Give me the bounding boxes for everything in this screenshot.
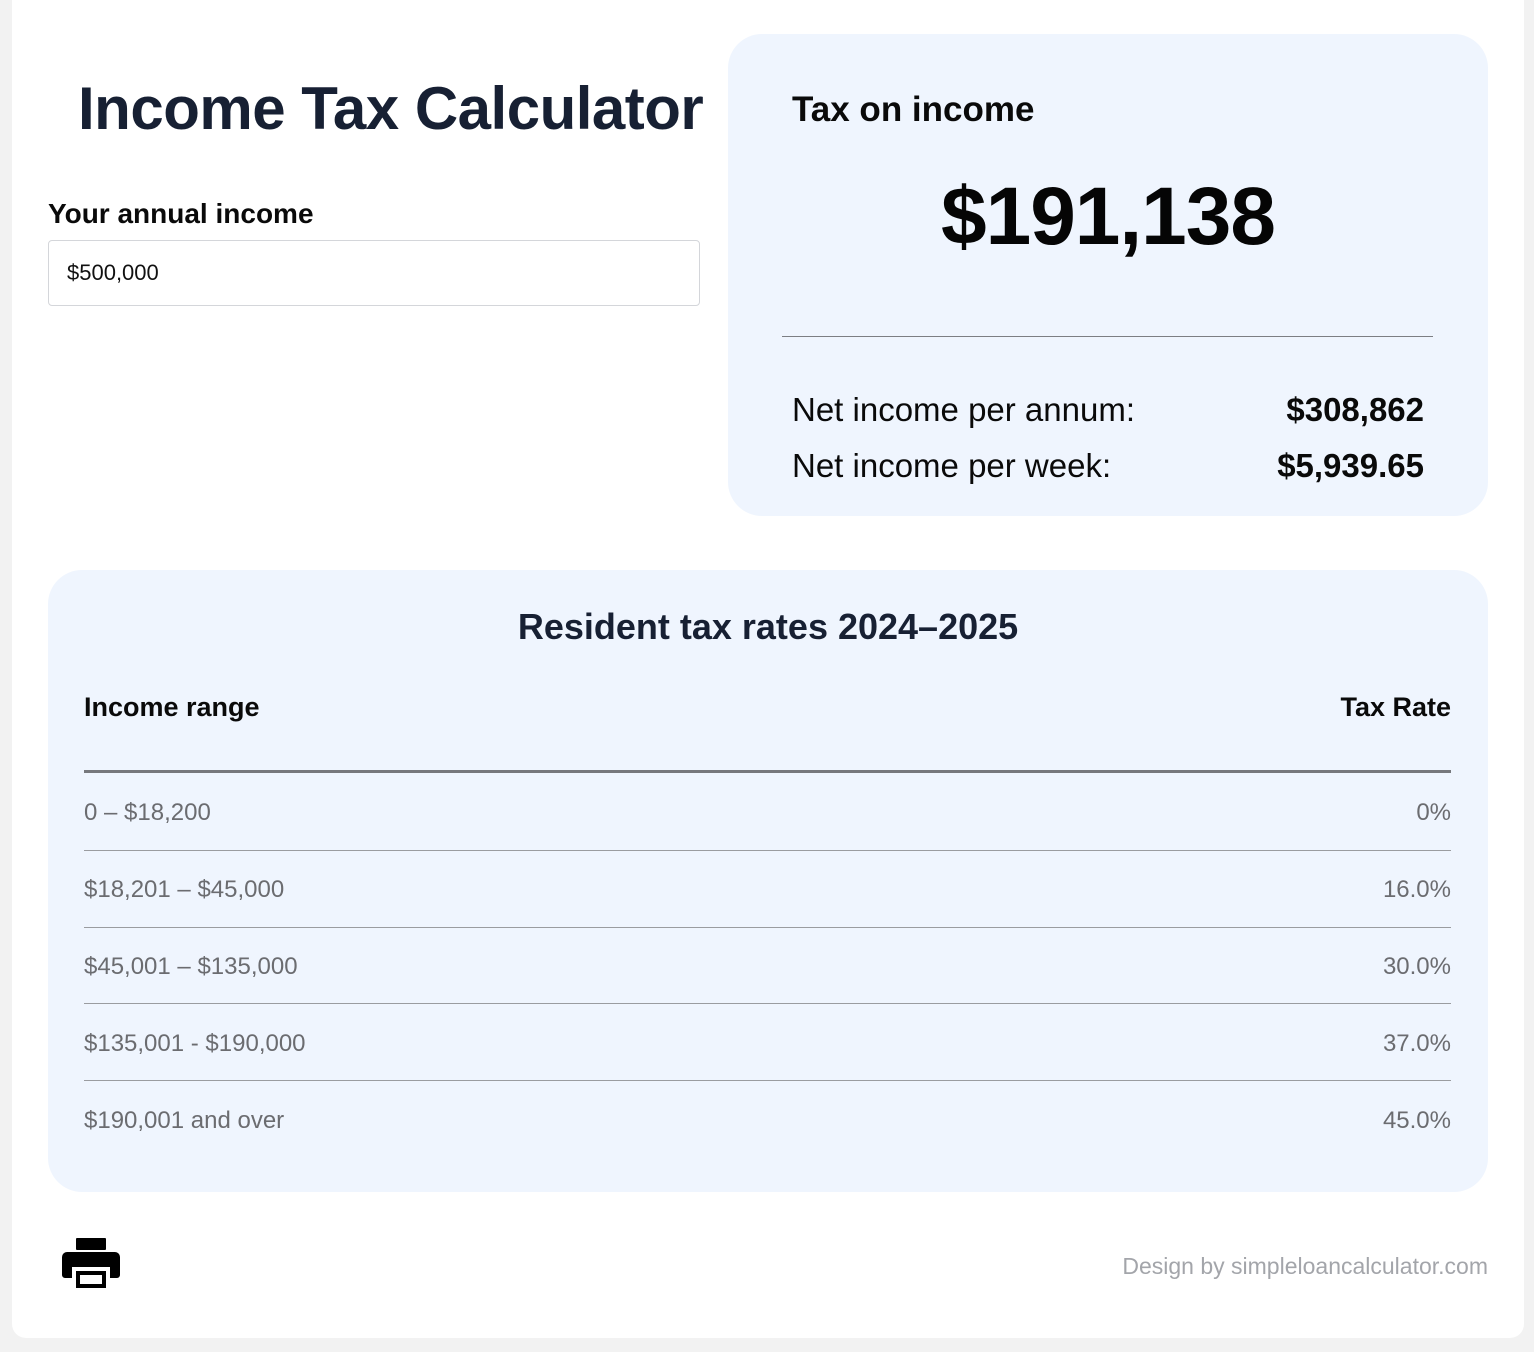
net-income-week-label: Net income per week: (792, 447, 1112, 484)
tax-rates-title: Resident tax rates 2024–2025 (517, 606, 1019, 647)
header-divider (84, 770, 1451, 773)
tax-rates-header (84, 692, 1451, 723)
table-row (84, 1107, 1451, 1135)
table-row (84, 876, 1451, 904)
table-row (84, 1030, 1451, 1058)
tax-rate-cell: 16.0% (1382, 876, 1451, 903)
net-income-week-value: $5,939.65 (1277, 447, 1424, 484)
net-income-week-row (792, 447, 1424, 485)
print-button[interactable] (62, 1236, 120, 1288)
column-header-income-range: Income range (84, 692, 260, 722)
income-range-cell: $135,001 - $190,000 (84, 1030, 306, 1057)
net-income-annum-value: $308,862 (1286, 391, 1424, 428)
page-title: Income Tax Calculator (78, 75, 704, 142)
result-card (728, 34, 1488, 516)
net-income-annum-label: Net income per annum: (792, 391, 1136, 428)
net-income-annum-row (792, 391, 1424, 429)
annual-income-input[interactable] (48, 240, 700, 306)
row-divider (84, 927, 1451, 928)
tax-rate-cell: 30.0% (1382, 953, 1451, 980)
result-divider (782, 336, 1433, 337)
income-range-cell: $190,001 and over (84, 1107, 285, 1134)
income-range-cell: $18,201 – $45,000 (84, 876, 285, 903)
income-label: Your annual income (48, 198, 314, 229)
tax-rates-card (48, 570, 1488, 1192)
table-row (84, 799, 1451, 827)
row-divider (84, 850, 1451, 851)
table-row (84, 953, 1451, 981)
design-credit[interactable]: Design by simpleloancalculator.com (1122, 1253, 1488, 1279)
tax-rate-cell: 37.0% (1382, 1030, 1451, 1057)
income-range-cell: 0 – $18,200 (84, 799, 211, 826)
calculator-page (12, 0, 1524, 1338)
tax-rate-cell: 45.0% (1382, 1107, 1451, 1134)
tax-amount: $191,138 (940, 171, 1275, 262)
result-heading: Tax on income (792, 90, 1035, 129)
printer-icon (62, 1236, 120, 1288)
income-range-cell: $45,001 – $135,000 (84, 953, 298, 980)
tax-rate-cell: 0% (1416, 799, 1451, 826)
row-divider (84, 1080, 1451, 1081)
column-header-tax-rate: Tax Rate (1340, 692, 1451, 722)
row-divider (84, 1003, 1451, 1004)
